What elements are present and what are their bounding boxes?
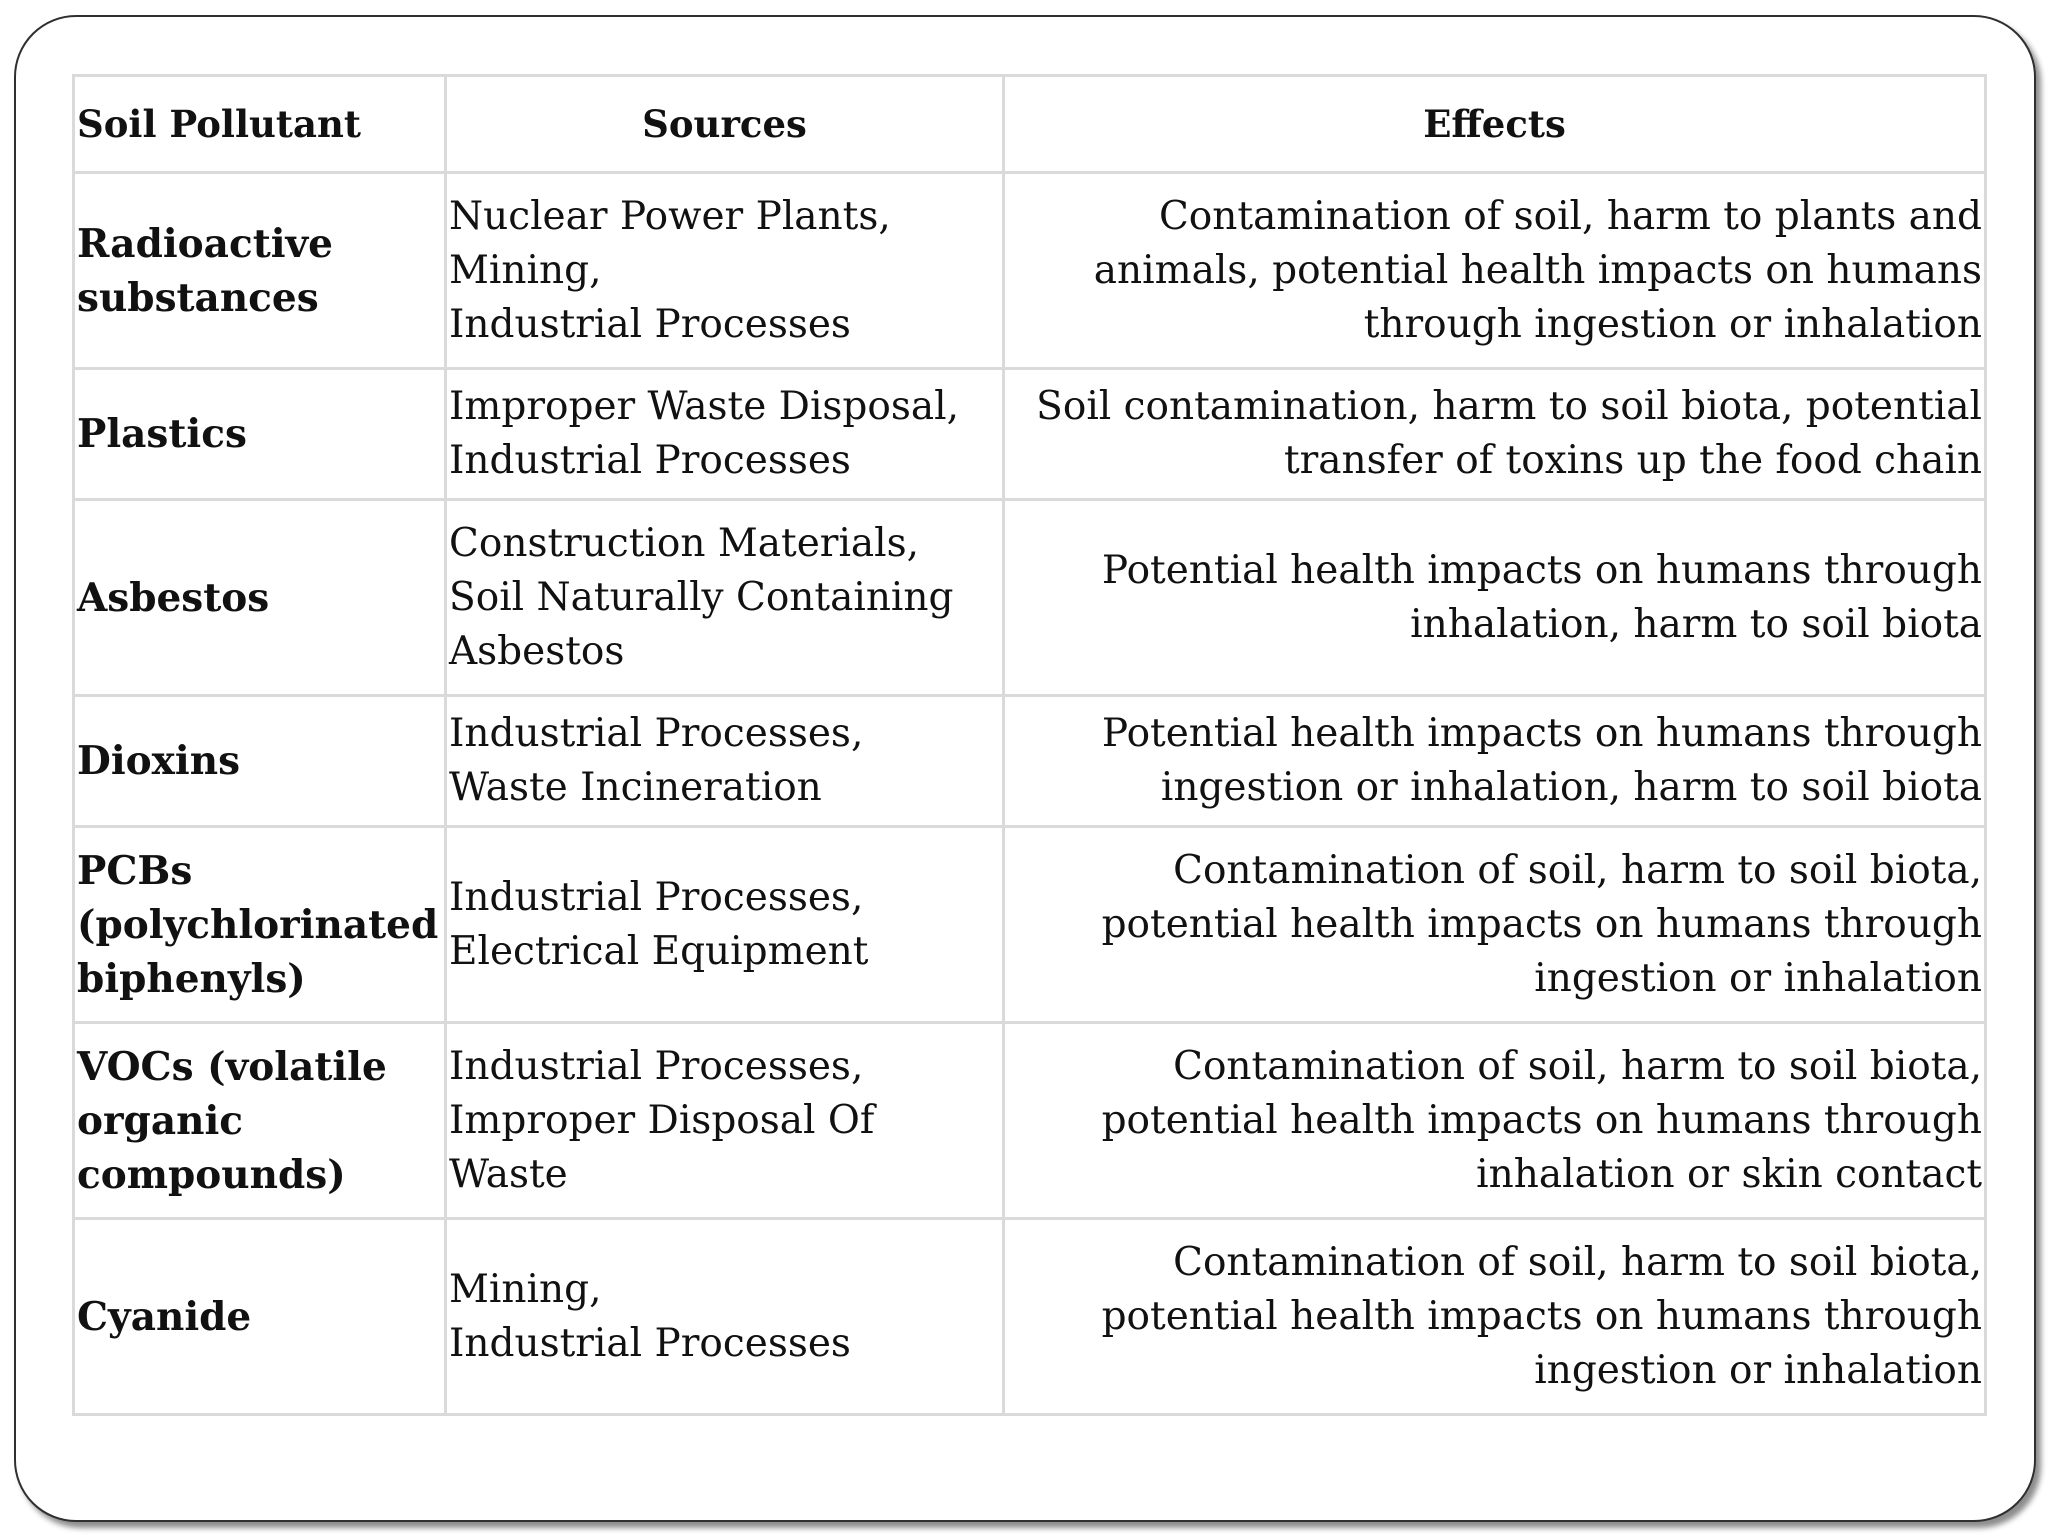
effects-cell: Contamination of soil, harm to soil biota, potential health impacts on humans through inhalation or skin contact bbox=[1004, 1023, 1986, 1219]
header-effects: Effects bbox=[1004, 76, 1986, 173]
table-row bbox=[74, 1219, 1986, 1415]
sources-cell: Industrial Processes, Improper Disposal Of Waste bbox=[446, 1023, 1004, 1219]
sources-cell: Improper Waste Disposal, Industrial Processes bbox=[446, 369, 1004, 500]
pollutant-cell: Asbestos bbox=[74, 500, 446, 696]
table-row bbox=[74, 1023, 1986, 1219]
table-row bbox=[74, 827, 1986, 1023]
pollutant-cell: Cyanide bbox=[74, 1219, 446, 1415]
sources-cell: Industrial Processes, Electrical Equipment bbox=[446, 827, 1004, 1023]
table-row bbox=[74, 500, 1986, 696]
effects-cell: Potential health impacts on humans through ingestion or inhalation, harm to soil biota bbox=[1004, 696, 1986, 827]
table-row bbox=[74, 696, 1986, 827]
effects-cell: Soil contamination, harm to soil biota, potential transfer of toxins up the food chain bbox=[1004, 369, 1986, 500]
table-header-row bbox=[74, 76, 1986, 173]
effects-cell: Contamination of soil, harm to soil biota, potential health impacts on humans through ingestion or inhalation bbox=[1004, 827, 1986, 1023]
table-row bbox=[74, 369, 1986, 500]
pollutant-cell: Dioxins bbox=[74, 696, 446, 827]
sources-cell: Industrial Processes, Waste Incineration bbox=[446, 696, 1004, 827]
sources-cell: Nuclear Power Plants, Mining, Industrial Processes bbox=[446, 173, 1004, 369]
soil-pollutants-table bbox=[72, 74, 1987, 1416]
sources-cell: Mining, Industrial Processes bbox=[446, 1219, 1004, 1415]
effects-cell: Contamination of soil, harm to plants and animals, potential health impacts on humans through ingestion or inhalation bbox=[1004, 173, 1986, 369]
pollutant-cell: PCBs (polychlorinated biphenyls) bbox=[74, 827, 446, 1023]
pollutant-cell: VOCs (volatile organic compounds) bbox=[74, 1023, 446, 1219]
sources-cell: Construction Materials, Soil Naturally Containing Asbestos bbox=[446, 500, 1004, 696]
header-soil-pollutant: Soil Pollutant bbox=[74, 76, 446, 173]
effects-cell: Contamination of soil, harm to soil biota, potential health impacts on humans through ingestion or inhalation bbox=[1004, 1219, 1986, 1415]
table-row bbox=[74, 173, 1986, 369]
effects-cell: Potential health impacts on humans through inhalation, harm to soil biota bbox=[1004, 500, 1986, 696]
header-sources: Sources bbox=[446, 76, 1004, 173]
pollutant-cell: Radioactive substances bbox=[74, 173, 446, 369]
pollutant-cell: Plastics bbox=[74, 369, 446, 500]
